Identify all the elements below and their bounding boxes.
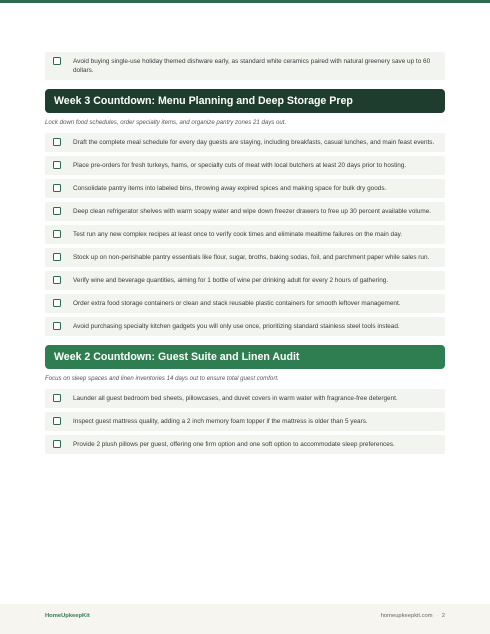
checkbox[interactable]	[53, 276, 61, 284]
task-item	[45, 294, 445, 313]
task-item	[45, 317, 445, 336]
task-item	[45, 389, 445, 408]
task-text: Inspect guest mattress quality, adding a 2 inch memory foam topper if the mattress is older than 5 years.	[73, 418, 368, 425]
footer-brand: HomeUpkeepKit	[45, 613, 90, 619]
task-text: Stock up on non-perishable pantry essentials like flour, sugar, broths, baking sodas, foil, and parchment paper while sales run.	[73, 254, 430, 261]
task-item	[45, 412, 445, 431]
footer-separator: ·	[436, 613, 439, 619]
task-text: Test run any new complex recipes at least once to verify cook times and eliminate mealtime failures on the main day.	[73, 231, 403, 238]
checkbox[interactable]	[53, 207, 61, 215]
task-text: Avoid purchasing specialty kitchen gadgets you will only use once, prioritizing standard stainless steel tools instead.	[73, 323, 400, 330]
task-text: Deep clean refrigerator shelves with warm soapy water and wipe down freezer drawers to free up 30 percent available volume.	[73, 208, 432, 215]
task-text: Avoid buying single-use holiday themed dishware early, as standard white ceramics paired with natural greenery save up to 60 dollars.	[73, 58, 431, 74]
task-item	[45, 435, 445, 454]
task-text: Consolidate pantry items into labeled bins, throwing away expired spices and making space for bulk dry goods.	[73, 185, 387, 192]
checkbox[interactable]	[53, 394, 61, 402]
footer-page-info	[381, 613, 445, 619]
task-text: Draft the complete meal schedule for every day guests are staying, including breakfasts, casual lunches, and main feast events.	[73, 139, 435, 146]
checkbox[interactable]	[53, 440, 61, 448]
checkbox[interactable]	[53, 417, 61, 425]
task-item	[45, 133, 445, 152]
top-rule	[0, 0, 490, 3]
checkbox[interactable]	[53, 253, 61, 261]
checklist-page	[45, 52, 445, 458]
task-item	[45, 202, 445, 221]
checkbox[interactable]	[53, 322, 61, 330]
task-text: Provide 2 plush pillows per guest, offering one firm option and one soft option to accommodate sleep preferences.	[73, 441, 395, 448]
task-item	[45, 248, 445, 267]
checkbox[interactable]	[53, 230, 61, 238]
task-text: Order extra food storage containers or clean and stack reusable plastic containers for smooth leftover management.	[73, 300, 401, 307]
section-description-week-3: Lock down food schedules, order specialty items, and organize pantry zones 21 days out.	[45, 119, 287, 126]
checkbox[interactable]	[53, 299, 61, 307]
task-text: Verify wine and beverage quantities, aiming for 1 bottle of wine per drinking adult for every 2 hours of gathering.	[73, 277, 389, 284]
page-footer	[0, 604, 490, 634]
checkbox[interactable]	[53, 161, 61, 169]
task-text: Place pre-orders for fresh turkeys, hams, or specialty cuts of meat with local butchers at least 20 days prior to hosting.	[73, 162, 407, 169]
footer-site: homeupkeepkit.com	[380, 613, 433, 619]
task-item	[45, 179, 445, 198]
checkbox[interactable]	[53, 57, 61, 65]
task-item	[45, 225, 445, 244]
task-item	[45, 52, 445, 80]
task-text: Launder all guest bedroom bed sheets, pillowcases, and duvet covers in warm water with fragrance-free detergent.	[73, 395, 398, 402]
section-description-week-2: Focus on sleep spaces and linen inventories 14 days out to ensure total guest comfort.	[45, 375, 279, 382]
task-item	[45, 271, 445, 290]
checkbox[interactable]	[53, 138, 61, 146]
checkbox[interactable]	[53, 184, 61, 192]
section-header-week-3: Week 3 Countdown: Menu Planning and Deep Storage Prep	[45, 89, 445, 113]
task-item	[45, 156, 445, 175]
page-number: 2	[441, 613, 445, 619]
section-header-week-2: Week 2 Countdown: Guest Suite and Linen Audit	[45, 345, 445, 369]
